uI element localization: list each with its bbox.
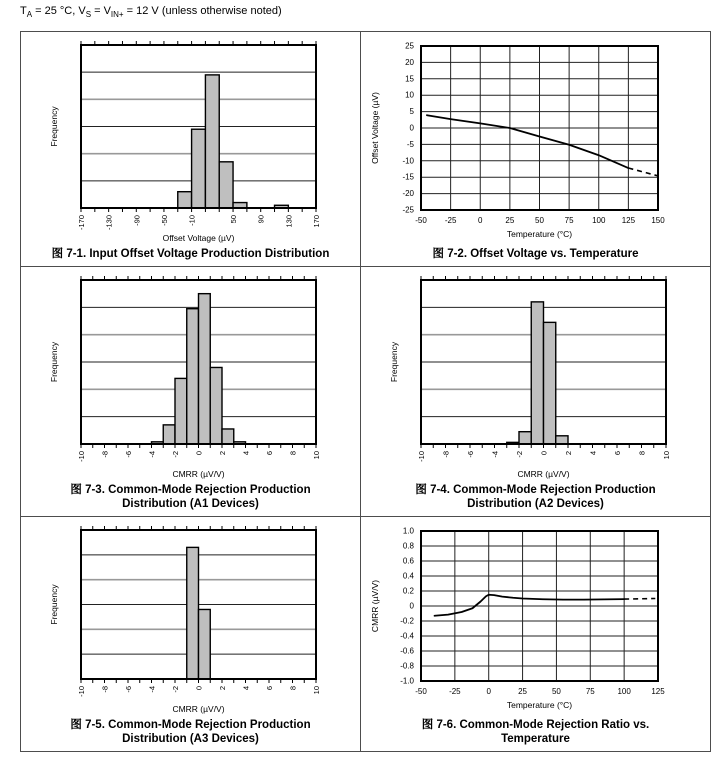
- svg-text:-4: -4: [490, 451, 500, 458]
- svg-text:Frequency: Frequency: [49, 341, 59, 383]
- svg-text:0: 0: [194, 686, 204, 691]
- svg-text:-6: -6: [124, 451, 133, 458]
- figure-7-1-chart: [21, 32, 360, 246]
- svg-text:-4: -4: [147, 451, 157, 458]
- svg-text:-10: -10: [417, 451, 426, 462]
- svg-text:Frequency: Frequency: [49, 106, 59, 147]
- svg-text:8: 8: [288, 451, 298, 456]
- svg-text:8: 8: [637, 451, 647, 456]
- svg-text:6: 6: [265, 451, 274, 456]
- figure-7-3-panel: [21, 267, 361, 517]
- svg-text:-8: -8: [100, 686, 110, 693]
- svg-text:125: 125: [651, 687, 665, 696]
- caption-line: 图 7-6. Common-Mode Rejection Ratio vs.: [421, 719, 650, 731]
- caption-line: Distribution (A2 Devices): [467, 498, 604, 510]
- svg-text:-6: -6: [124, 686, 133, 693]
- svg-text:CMRR (µV/V): CMRR (µV/V): [172, 469, 225, 479]
- svg-text:25: 25: [405, 41, 414, 51]
- svg-text:50: 50: [535, 216, 544, 225]
- svg-text:6: 6: [613, 451, 622, 456]
- caption-line: 图 7-3. Common-Mode Rejection Production: [70, 484, 311, 496]
- svg-text:90: 90: [256, 215, 266, 224]
- figure-7-5-panel: [21, 517, 361, 751]
- svg-text:-5: -5: [406, 139, 414, 149]
- svg-text:75: 75: [564, 216, 574, 225]
- svg-text:-15: -15: [402, 172, 414, 182]
- svg-text:CMRR (µV/V): CMRR (µV/V): [370, 579, 380, 633]
- svg-text:-0.4: -0.4: [400, 631, 414, 641]
- svg-text:-130: -130: [104, 215, 114, 231]
- svg-text:-90: -90: [132, 215, 142, 226]
- svg-text:50: 50: [229, 215, 239, 224]
- svg-text:100: 100: [617, 687, 631, 696]
- svg-text:Frequency: Frequency: [49, 584, 59, 625]
- svg-text:0.4: 0.4: [402, 571, 414, 581]
- svg-text:50: 50: [551, 687, 561, 696]
- svg-text:-20: -20: [402, 189, 414, 199]
- svg-text:10: 10: [662, 451, 671, 460]
- svg-text:-2: -2: [171, 686, 180, 693]
- svg-text:0.2: 0.2: [402, 586, 414, 596]
- svg-text:-10: -10: [77, 686, 86, 697]
- svg-text:0: 0: [194, 451, 204, 456]
- svg-text:-8: -8: [100, 451, 110, 458]
- svg-text:CMRR (µV/V): CMRR (µV/V): [172, 704, 225, 714]
- figure-7-5-chart: [21, 517, 360, 717]
- svg-text:-2: -2: [171, 451, 180, 458]
- svg-text:Offset Voltage (µV): Offset Voltage (µV): [370, 92, 380, 164]
- figure-7-4-panel: [361, 267, 710, 517]
- svg-text:0.6: 0.6: [402, 556, 414, 566]
- figure-7-2-chart: [361, 32, 710, 246]
- caption-line: 图 7-4. Common-Mode Rejection Production: [415, 484, 656, 496]
- svg-text:10: 10: [405, 90, 414, 100]
- svg-text:0: 0: [486, 687, 491, 696]
- svg-text:2: 2: [564, 451, 573, 456]
- svg-text:Offset Voltage (µV): Offset Voltage (µV): [162, 233, 235, 243]
- svg-text:-0.8: -0.8: [400, 661, 414, 671]
- svg-text:0: 0: [539, 451, 549, 456]
- svg-text:-0.2: -0.2: [400, 616, 414, 626]
- figure-7-2-caption: [361, 246, 710, 266]
- svg-text:25: 25: [518, 687, 528, 696]
- svg-text:0: 0: [478, 216, 483, 225]
- svg-text:-0.6: -0.6: [400, 646, 414, 656]
- svg-text:0.8: 0.8: [402, 541, 414, 551]
- svg-text:100: 100: [592, 216, 606, 225]
- svg-text:-4: -4: [147, 686, 157, 693]
- svg-text:150: 150: [651, 216, 665, 225]
- svg-text:-170: -170: [77, 215, 86, 231]
- svg-text:2: 2: [218, 451, 227, 456]
- svg-text:125: 125: [621, 216, 636, 225]
- figure-7-1-panel: [21, 32, 361, 267]
- svg-text:10: 10: [312, 451, 321, 460]
- svg-text:-50: -50: [415, 216, 427, 225]
- svg-text:5: 5: [409, 107, 414, 117]
- figure-7-6-chart: [361, 517, 710, 717]
- svg-text:CMRR (µV/V): CMRR (µV/V): [517, 469, 570, 479]
- figure-7-1-caption: [21, 246, 360, 266]
- svg-text:0: 0: [409, 601, 414, 611]
- svg-text:20: 20: [405, 57, 414, 67]
- svg-text:25: 25: [505, 216, 515, 225]
- svg-text:4: 4: [588, 451, 598, 456]
- caption-line: 图 7-1. Input Offset Voltage Production Distribution: [51, 248, 330, 260]
- svg-text:4: 4: [241, 451, 251, 456]
- svg-text:130: 130: [284, 215, 294, 228]
- caption-line: Distribution (A1 Devices): [122, 498, 259, 510]
- figure-7-4-chart: [361, 267, 710, 482]
- svg-text:-25: -25: [449, 687, 461, 696]
- svg-text:-10: -10: [77, 451, 86, 462]
- figure-7-3-caption: [21, 482, 360, 516]
- svg-text:6: 6: [265, 686, 274, 691]
- svg-text:2: 2: [218, 686, 227, 691]
- svg-text:-2: -2: [515, 451, 524, 458]
- svg-text:-50: -50: [415, 687, 427, 696]
- svg-text:Temperature (°C): Temperature (°C): [506, 700, 573, 710]
- figure-7-5-caption: [21, 717, 360, 751]
- svg-text:4: 4: [241, 686, 251, 691]
- caption-line: Temperature: [501, 733, 570, 745]
- svg-text:-25: -25: [444, 216, 457, 225]
- figure-7-3-chart: [21, 267, 360, 482]
- test-conditions-header: $T_A = 25$ °C, $V_S = V_{IN+} = 12$ V (unless otherwise noted): [20, 5, 282, 20]
- svg-text:170: 170: [312, 215, 321, 228]
- svg-text:1.0: 1.0: [402, 526, 414, 536]
- svg-text:75: 75: [585, 687, 595, 696]
- caption-line: 图 7-2. Offset Voltage vs. Temperature: [432, 248, 639, 260]
- svg-text:-8: -8: [441, 451, 451, 458]
- figure-grid: [20, 31, 711, 752]
- svg-text:15: 15: [405, 74, 414, 84]
- svg-text:-10: -10: [187, 215, 197, 226]
- svg-text:-50: -50: [159, 215, 169, 226]
- figure-7-2-panel: [361, 32, 710, 267]
- svg-text:Temperature (°C): Temperature (°C): [506, 229, 573, 239]
- svg-text:-1.0: -1.0: [400, 676, 414, 686]
- svg-text:0: 0: [409, 123, 414, 133]
- svg-text:Frequency: Frequency: [389, 341, 399, 383]
- svg-text:-25: -25: [402, 205, 414, 215]
- caption-line: 图 7-5. Common-Mode Rejection Production: [70, 719, 311, 731]
- svg-text:-6: -6: [466, 451, 475, 458]
- figure-7-6-panel: [361, 517, 710, 751]
- svg-text:-10: -10: [402, 156, 414, 166]
- figure-7-4-caption: [361, 482, 710, 516]
- svg-text:8: 8: [288, 686, 298, 691]
- svg-text:10: 10: [312, 686, 321, 695]
- caption-line: Distribution (A3 Devices): [122, 733, 259, 745]
- figure-7-6-caption: [361, 717, 710, 751]
